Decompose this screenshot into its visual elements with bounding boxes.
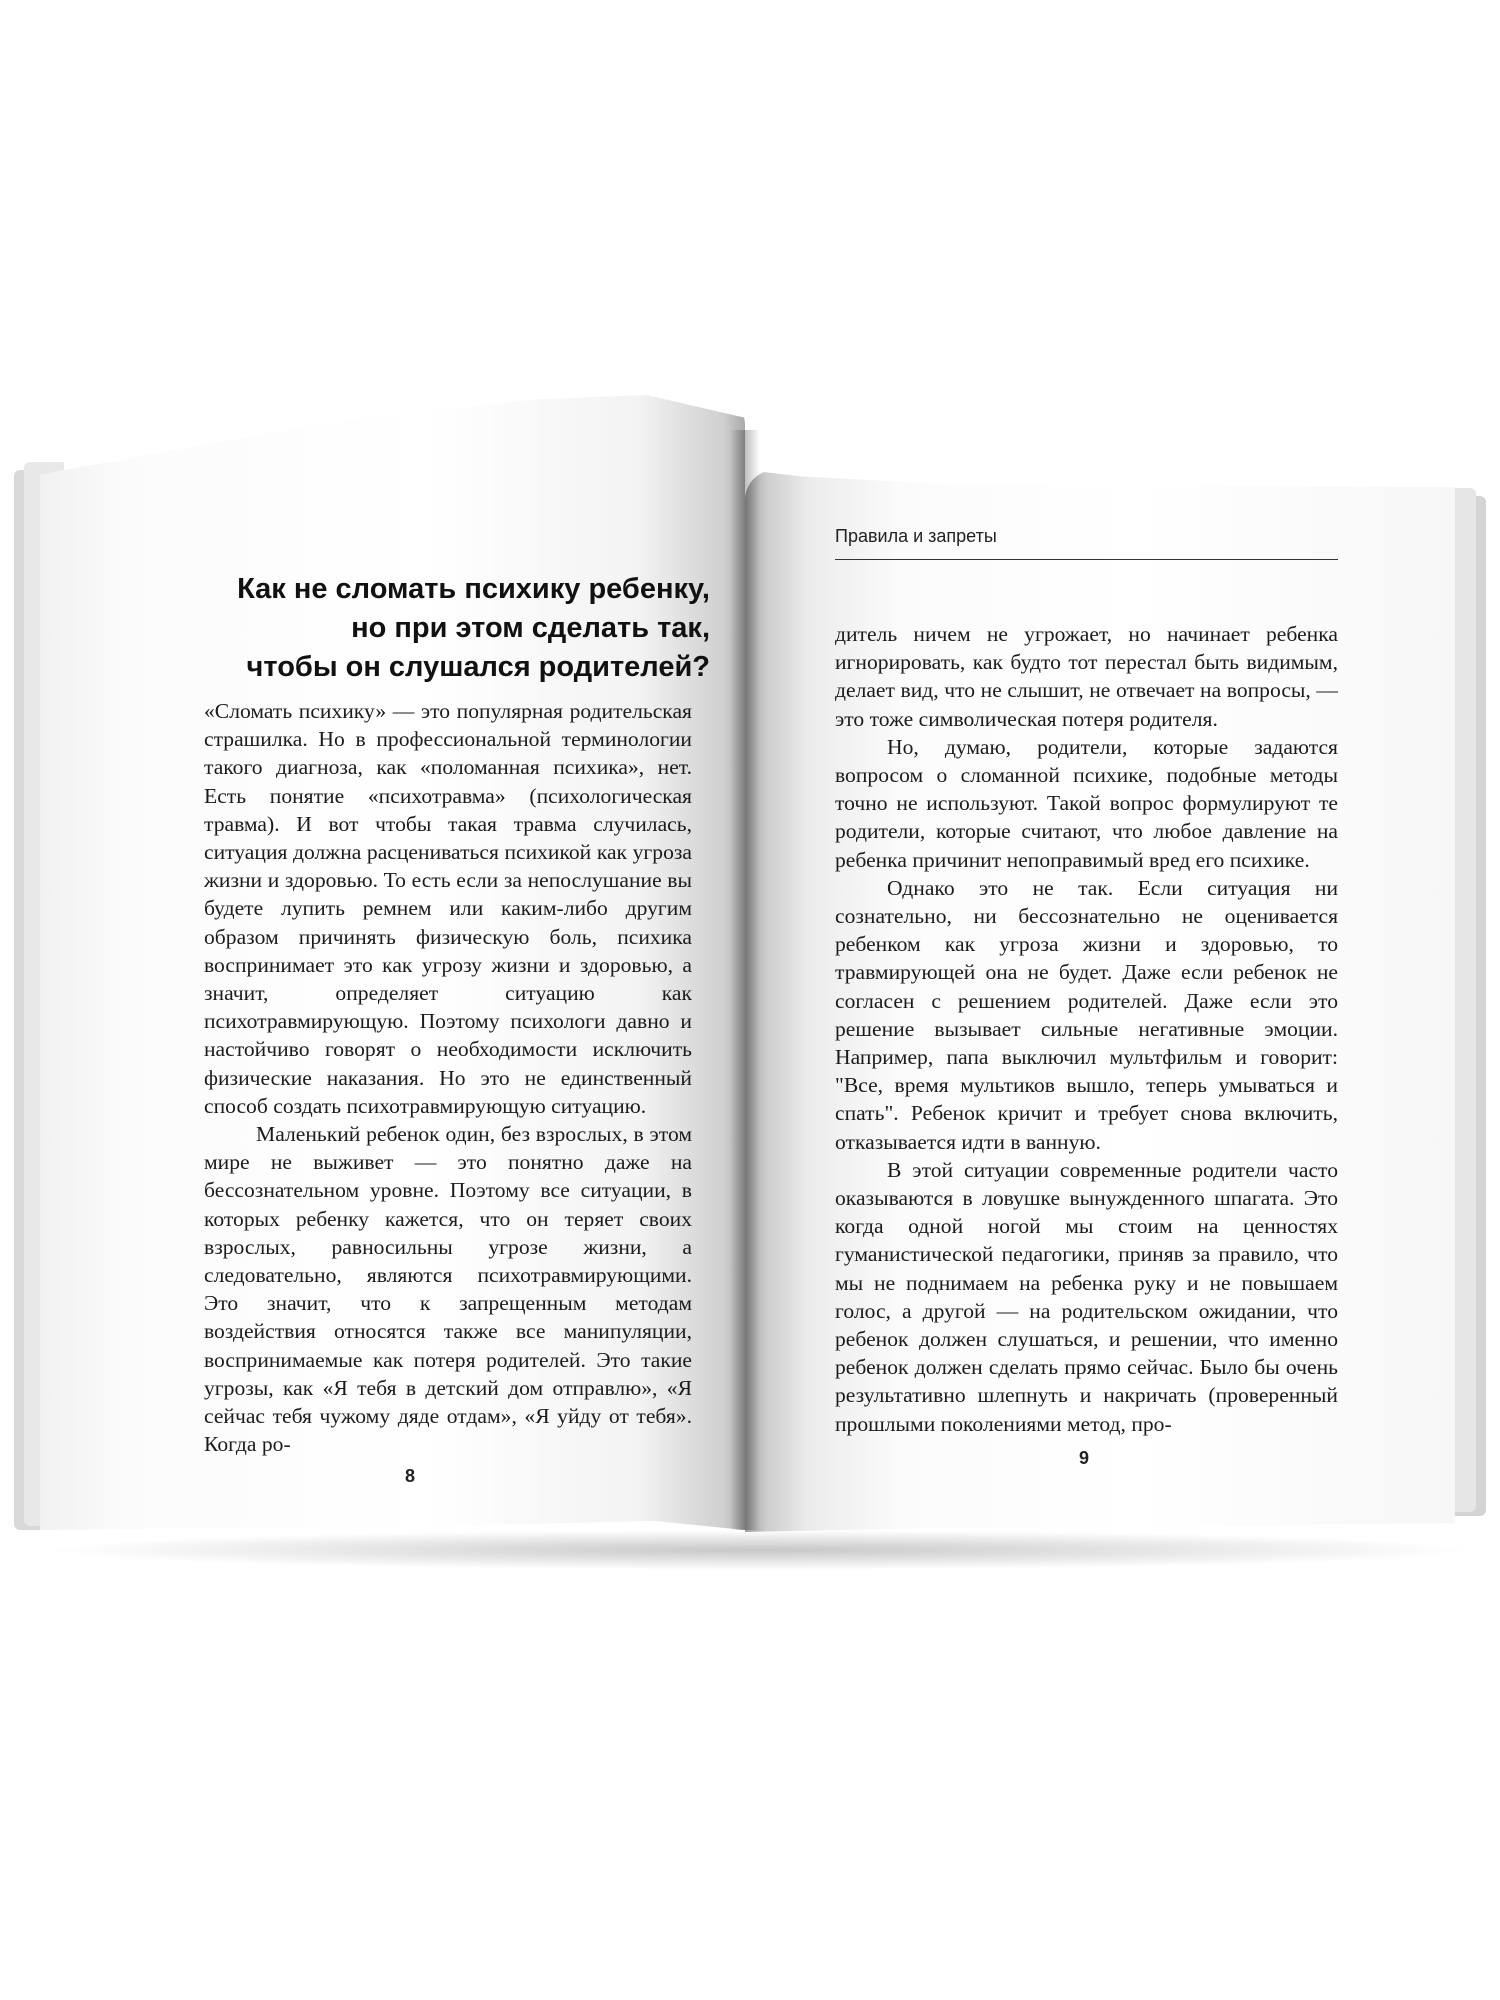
- book-shadow: [40, 1530, 1480, 1570]
- right-page-body: [835, 620, 1338, 1438]
- page-number-left: 8: [405, 1466, 416, 1486]
- paragraph: дитель ничем не угрожает, но начинает ребенка игнорировать, как будто тот перестал быть видимым, делает вид, что не слышит, не отвечает на вопросы, — это тоже символическая потеря родителя.: [835, 622, 1338, 731]
- running-head: Правила и запреты: [835, 526, 997, 546]
- paragraph: Однако это не так. Если ситуация ни сознательно, ни бессознательно не оценивается ребенком как угроза жизни и здоровью, то травмирующей она не будет. Даже если ребенок не согласен с решением родителей. Даже если это решение вызывает сильные негативные эмоции. Например, папа выключил мультфильм и говорит: "Все, время мультиков вышло, теперь умываться и спать". Ребенок кричит и требует снова включить, отказывается идти в ванную.: [835, 875, 1338, 1154]
- paragraph: В этой ситуации современные родители часто оказываются в ловушке вынужденного шпагата. Это когда одной ногой мы стоим на ценностях гуманистической педагогики, приняв за правило, что мы не поднимаем на ребенка руку и не повышаем голос, а другой — на родительском ожидании, что ребенок должен слушаться, и решении, что именно ребенок должен сделать прямо сейчас. Было бы очень результативно шлепнуть и накричать (проверенный прошлыми поколениями метод, про-: [835, 1157, 1338, 1436]
- page-number-right: 9: [1079, 1448, 1090, 1468]
- chapter-title-line: но при этом сделать так,: [351, 612, 710, 644]
- chapter-title-line: Как не сломать психику ребенку,: [237, 573, 710, 605]
- paragraph: «Сломать психику» — это популярная родительская страшилка. Но в профессиональной терминологии такого диагноза, как «поломанная психика», нет. Есть понятие «психотравма» (психологическая травма). И вот чтобы такая травма случилась, ситуация должна расцениваться психикой как угроза жизни и здоровью. То есть если за непослушание вы будете лупить ремнем или каким-либо другим образом причинять физическую боль, психика воспринимает это как угрозу жизни и здоровью, а значит, определяет ситуацию как психотравмирующую. Поэтому психологи давно и настойчиво говорят о необходимости исключить физические наказания. Но это не единственный способ создать психотравмирующую ситуацию.: [204, 699, 692, 1118]
- chapter-title-line: чтобы он слушался родителей?: [246, 651, 710, 683]
- paragraph: Маленький ребенок один, без взрослых, в этом мире не выживет — это понятно даже на бессознательном уровне. Поэтому все ситуации, в которых ребенку кажется, что он теряет своих взрослых, равносильны угрозе жизни, а следовательно, являются психотравмирующими. Это значит, что к запрещенным методам воздействия относятся также все манипуляции, воспринимаемые как потеря родителей. Это такие угрозы, как «Я тебя в детский дом отправлю», «Я сейчас тебя чужому дяде отдам», «Я уйду от тебя». Когда ро-: [204, 1122, 692, 1457]
- chapter-title: [170, 570, 710, 687]
- paragraph: Но, думаю, родители, которые задаются вопросом о сломанной психике, подобные методы точно не используют. Такой вопрос формулируют те родители, которые считают, что любое давление на ребенка причинит непоправимый вред его психике.: [835, 734, 1338, 872]
- running-head-rule: [835, 559, 1338, 560]
- left-page-body: [204, 697, 692, 1458]
- book-spine-gutter: [730, 430, 760, 1530]
